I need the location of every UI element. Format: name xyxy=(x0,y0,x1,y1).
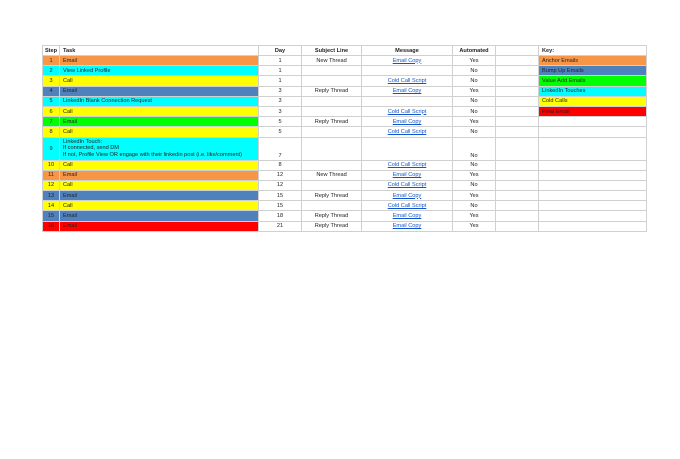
header-subject-line[interactable]: Subject Line xyxy=(302,46,362,56)
message-cell[interactable] xyxy=(362,221,453,231)
table-row xyxy=(43,160,647,170)
message-link[interactable]: Cold Call Script xyxy=(387,77,427,84)
message-link[interactable]: Cold Call Script xyxy=(387,162,427,169)
empty-cell[interactable] xyxy=(496,221,539,231)
subject-line-cell[interactable] xyxy=(302,96,362,106)
empty-cell[interactable] xyxy=(539,117,647,127)
message-cell[interactable] xyxy=(362,160,453,170)
header-automated[interactable]: Automated xyxy=(453,46,496,56)
task-cell[interactable]: Call xyxy=(60,127,259,137)
empty-cell[interactable] xyxy=(539,160,647,170)
table-row xyxy=(43,96,647,106)
step-cell[interactable]: 9 xyxy=(43,137,60,160)
empty-cell[interactable] xyxy=(539,127,647,137)
table-row xyxy=(43,76,647,86)
message-cell[interactable] xyxy=(362,137,453,160)
task-cell[interactable]: LinkedIn Blank Connection Request xyxy=(60,96,259,106)
empty-cell[interactable] xyxy=(496,106,539,116)
header-row xyxy=(43,46,647,56)
empty-cell[interactable] xyxy=(496,117,539,127)
subject-line-cell[interactable]: Reply Thread xyxy=(302,221,362,231)
subject-line-cell[interactable]: New Thread xyxy=(302,170,362,180)
table-row xyxy=(43,170,647,180)
subject-line-cell[interactable] xyxy=(302,137,362,160)
day-cell[interactable]: 15 xyxy=(259,191,302,201)
subject-line-cell[interactable]: New Thread xyxy=(302,56,362,66)
empty-cell[interactable] xyxy=(496,191,539,201)
step-cell[interactable]: 13 xyxy=(43,191,60,201)
message-cell[interactable] xyxy=(362,86,453,96)
empty-cell[interactable] xyxy=(539,191,647,201)
empty-cell[interactable] xyxy=(539,211,647,221)
table-row xyxy=(43,66,647,76)
header-day[interactable]: Day xyxy=(259,46,302,56)
message-cell[interactable] xyxy=(362,96,453,106)
day-cell[interactable]: 18 xyxy=(259,211,302,221)
step-cell[interactable]: 8 xyxy=(43,127,60,137)
subject-line-cell[interactable]: Reply Thread xyxy=(302,211,362,221)
day-cell[interactable]: 7 xyxy=(259,137,302,160)
table-row xyxy=(43,211,647,221)
automated-cell[interactable]: No xyxy=(453,106,496,116)
step-cell[interactable]: 5 xyxy=(43,96,60,106)
task-cell[interactable]: Email xyxy=(60,117,259,127)
message-cell[interactable] xyxy=(362,201,453,211)
task-line: LinkedIn Touch: xyxy=(63,138,103,145)
day-cell[interactable]: 15 xyxy=(259,201,302,211)
automated-cell[interactable]: Yes xyxy=(453,221,496,231)
message-cell[interactable] xyxy=(362,117,453,127)
day-cell[interactable]: 3 xyxy=(259,106,302,116)
automated-cell[interactable]: No xyxy=(453,66,496,76)
task-cell[interactable]: Call xyxy=(60,160,259,170)
message-cell[interactable] xyxy=(362,170,453,180)
task-cell[interactable]: Email xyxy=(60,170,259,180)
day-cell[interactable]: 21 xyxy=(259,221,302,231)
message-link[interactable]: Email Copy xyxy=(392,172,422,179)
automated-cell[interactable]: No xyxy=(453,180,496,190)
message-link[interactable]: Cold Call Script xyxy=(387,182,427,189)
empty-cell[interactable] xyxy=(539,137,647,160)
message-cell[interactable] xyxy=(362,106,453,116)
automated-cell[interactable]: Yes xyxy=(453,56,496,66)
cadence-sheet xyxy=(42,45,647,232)
task-cell[interactable]: Email xyxy=(60,191,259,201)
automated-cell[interactable]: No xyxy=(453,76,496,86)
subject-line-cell[interactable]: Reply Thread xyxy=(302,117,362,127)
empty-cell[interactable] xyxy=(496,201,539,211)
empty-cell[interactable] xyxy=(539,180,647,190)
message-cell[interactable] xyxy=(362,76,453,86)
table-row xyxy=(43,56,647,66)
message-link[interactable]: Email Copy xyxy=(392,57,422,64)
automated-cell[interactable]: Yes xyxy=(453,86,496,96)
header-empty-cell[interactable] xyxy=(496,46,539,56)
table-row xyxy=(43,201,647,211)
message-cell[interactable] xyxy=(362,66,453,76)
table-row xyxy=(43,106,647,116)
task-cell[interactable]: Call xyxy=(60,201,259,211)
key-item[interactable]: Anchor Emails xyxy=(539,56,647,66)
key-item[interactable]: Cold Calls xyxy=(539,96,647,106)
message-cell[interactable] xyxy=(362,211,453,221)
empty-cell[interactable] xyxy=(539,170,647,180)
empty-cell[interactable] xyxy=(539,201,647,211)
step-cell[interactable]: 3 xyxy=(43,76,60,86)
message-link[interactable]: Email Copy xyxy=(392,192,422,199)
automated-cell[interactable]: No xyxy=(453,127,496,137)
day-cell[interactable]: 8 xyxy=(259,160,302,170)
table-row xyxy=(43,86,647,96)
day-cell[interactable]: 12 xyxy=(259,170,302,180)
cadence-table xyxy=(42,45,647,232)
key-item[interactable]: Final Email xyxy=(539,106,647,116)
message-link[interactable]: Email Copy xyxy=(392,223,422,230)
step-cell[interactable]: 14 xyxy=(43,201,60,211)
automated-cell[interactable]: Yes xyxy=(453,211,496,221)
subject-line-cell[interactable] xyxy=(302,106,362,116)
step-cell[interactable]: 11 xyxy=(43,170,60,180)
step-cell[interactable]: 16 xyxy=(43,221,60,231)
step-cell[interactable]: 15 xyxy=(43,211,60,221)
task-cell[interactable] xyxy=(60,137,259,160)
empty-cell[interactable] xyxy=(496,180,539,190)
step-cell[interactable]: 12 xyxy=(43,180,60,190)
subject-line-cell[interactable] xyxy=(302,66,362,76)
key-item[interactable]: Value Add Emails xyxy=(539,76,647,86)
empty-cell[interactable] xyxy=(496,127,539,137)
day-cell[interactable]: 3 xyxy=(259,86,302,96)
message-cell[interactable] xyxy=(362,180,453,190)
task-cell[interactable]: Email xyxy=(60,211,259,221)
day-cell[interactable]: 5 xyxy=(259,117,302,127)
automated-cell[interactable]: Yes xyxy=(453,170,496,180)
key-item[interactable]: LinkedIn Touches xyxy=(539,86,647,96)
table-row xyxy=(43,221,647,231)
message-cell[interactable] xyxy=(362,191,453,201)
message-link[interactable]: Cold Call Script xyxy=(387,128,427,135)
message-link[interactable]: Cold Call Script xyxy=(387,108,427,115)
header-step[interactable]: Step xyxy=(43,46,60,56)
empty-cell[interactable] xyxy=(539,221,647,231)
day-cell[interactable]: 12 xyxy=(259,180,302,190)
header-message[interactable]: Message xyxy=(362,46,453,56)
message-link[interactable]: Email Copy xyxy=(392,213,422,220)
day-cell[interactable]: 3 xyxy=(259,96,302,106)
message-link[interactable]: Cold Call Script xyxy=(387,202,427,209)
day-cell[interactable]: 1 xyxy=(259,76,302,86)
automated-cell[interactable]: No xyxy=(453,201,496,211)
empty-cell[interactable] xyxy=(496,66,539,76)
empty-cell[interactable] xyxy=(496,211,539,221)
step-cell[interactable]: 7 xyxy=(43,117,60,127)
empty-cell[interactable] xyxy=(496,86,539,96)
message-link[interactable]: Email Copy xyxy=(392,118,422,125)
empty-cell[interactable] xyxy=(496,96,539,106)
subject-line-cell[interactable] xyxy=(302,127,362,137)
task-cell[interactable]: Call xyxy=(60,76,259,86)
task-line: If connected, send DM xyxy=(63,145,119,152)
step-cell[interactable]: 6 xyxy=(43,106,60,116)
day-cell[interactable]: 1 xyxy=(259,56,302,66)
automated-cell[interactable]: No xyxy=(453,96,496,106)
header-key[interactable]: Key: xyxy=(539,46,647,56)
task-cell[interactable]: Email xyxy=(60,221,259,231)
task-cell[interactable]: Call xyxy=(60,180,259,190)
table-row xyxy=(43,180,647,190)
table-row xyxy=(43,137,647,160)
message-link[interactable]: Email Copy xyxy=(392,88,422,95)
step-cell[interactable]: 4 xyxy=(43,86,60,96)
task-cell[interactable]: Email xyxy=(60,86,259,96)
message-cell[interactable] xyxy=(362,56,453,66)
subject-line-cell[interactable] xyxy=(302,160,362,170)
header-task[interactable]: Task xyxy=(60,46,259,56)
table-row xyxy=(43,191,647,201)
automated-cell[interactable]: Yes xyxy=(453,191,496,201)
empty-cell[interactable] xyxy=(496,137,539,160)
day-cell[interactable]: 5 xyxy=(259,127,302,137)
subject-line-cell[interactable]: Reply Thread xyxy=(302,86,362,96)
subject-line-cell[interactable] xyxy=(302,201,362,211)
day-cell[interactable]: 1 xyxy=(259,66,302,76)
table-body xyxy=(43,56,647,232)
empty-cell[interactable] xyxy=(496,170,539,180)
table-row xyxy=(43,117,647,127)
empty-cell[interactable] xyxy=(496,56,539,66)
step-cell[interactable]: 1 xyxy=(43,56,60,66)
key-item[interactable]: Bump Up Emails xyxy=(539,66,647,76)
automated-cell[interactable]: No xyxy=(453,160,496,170)
task-cell[interactable]: Call xyxy=(60,106,259,116)
step-cell[interactable]: 2 xyxy=(43,66,60,76)
message-cell[interactable] xyxy=(362,127,453,137)
table-row xyxy=(43,127,647,137)
subject-line-cell[interactable]: Reply Thread xyxy=(302,191,362,201)
empty-cell[interactable] xyxy=(496,160,539,170)
task-line: If not, Profile View OR engage with their linkedin post (i.e. like/comment) xyxy=(63,151,242,158)
step-cell[interactable]: 10 xyxy=(43,160,60,170)
task-cell[interactable]: Email xyxy=(60,56,259,66)
automated-cell[interactable]: Yes xyxy=(453,117,496,127)
task-cell[interactable]: View Linked Profile xyxy=(60,66,259,76)
subject-line-cell[interactable] xyxy=(302,76,362,86)
empty-cell[interactable] xyxy=(496,76,539,86)
automated-cell[interactable]: No xyxy=(453,137,496,160)
subject-line-cell[interactable] xyxy=(302,180,362,190)
